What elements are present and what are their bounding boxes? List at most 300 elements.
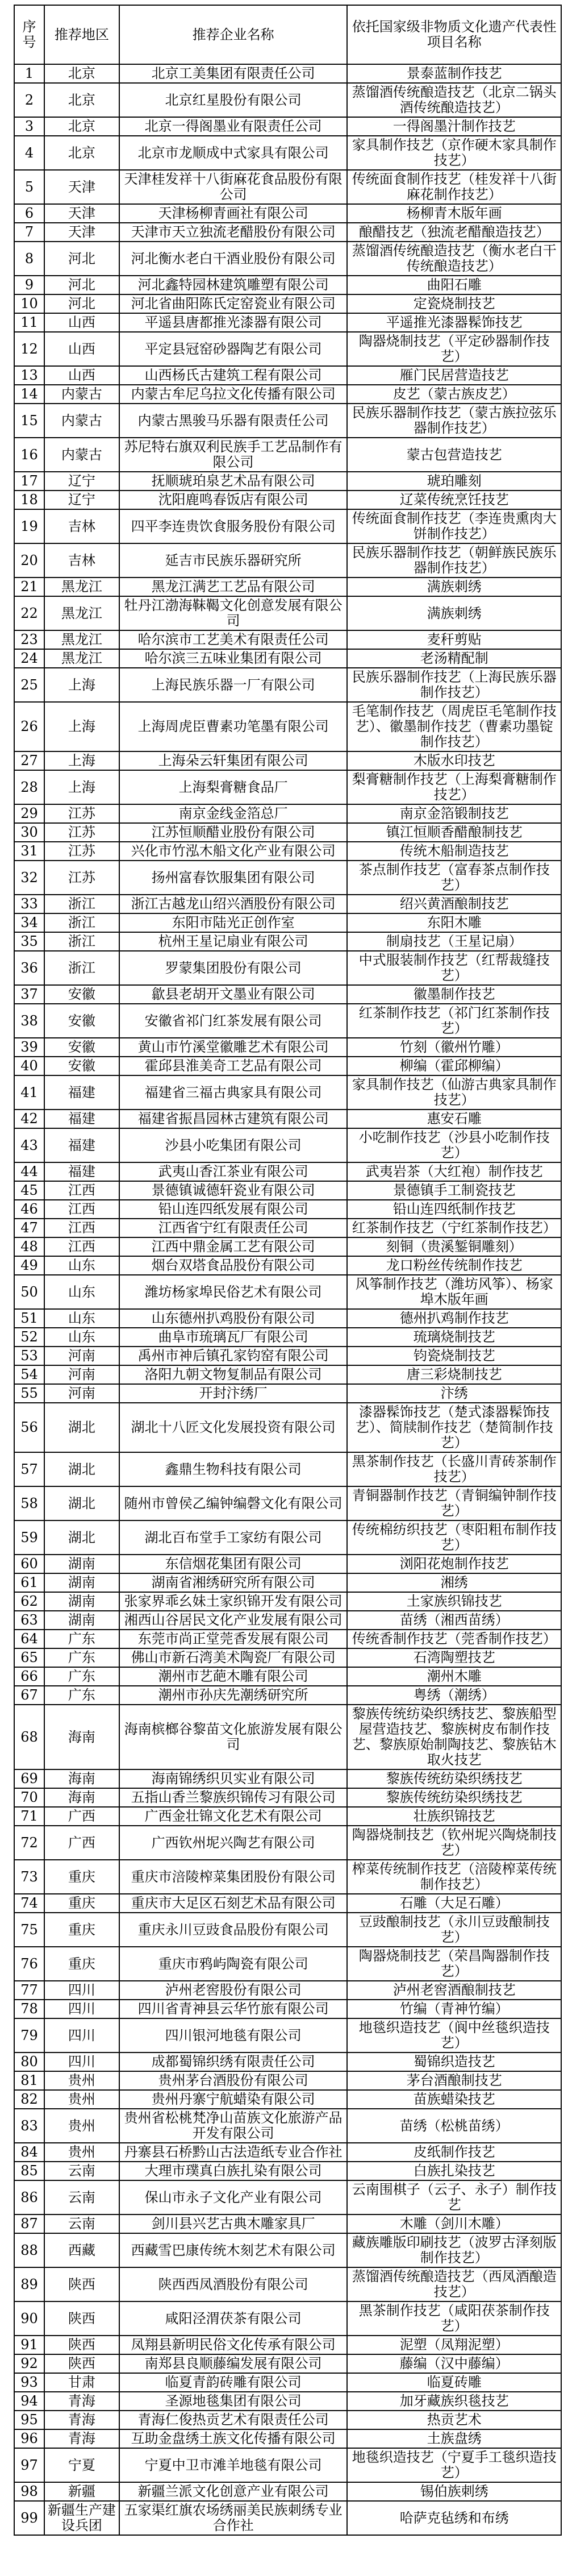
cell-region: 天津 [44,170,119,204]
cell-company: 内蒙古黑骏马乐器有限责任公司 [119,404,348,438]
cell-project: 陶器烧制技艺（平定砂器制作技艺） [347,332,561,366]
cell-region: 黑龙江 [44,649,119,668]
cell-region: 辽宁 [44,472,119,491]
cell-project: 家具制作技艺（仙游古典家具制作技艺） [347,1075,561,1110]
cell-no: 12 [14,332,44,366]
cell-no: 96 [14,2429,44,2448]
cell-company: 内蒙古牟尼乌拉文化传播有限公司 [119,385,348,404]
cell-project: 惠安石雕 [347,1110,561,1128]
table-row [14,2090,561,2109]
cell-company: 景德镇诚德轩瓷业有限公司 [119,1181,348,1200]
cell-no: 24 [14,649,44,668]
cell-no: 85 [14,2162,44,2180]
cell-project: 民族乐器制作技艺（蒙古族拉弦乐器制作技艺） [347,404,561,438]
cell-project: 龙口粉丝传统制作技艺 [347,1256,561,1275]
table-row [14,2482,561,2501]
cell-no: 47 [14,1219,44,1237]
cell-project: 临夏砖雕 [347,2373,561,2392]
cell-company: 江西中鼎金属工艺有限公司 [119,1237,348,1256]
cell-company: 随州市曾侯乙编钟编磬文化有限公司 [119,1486,348,1520]
table-row [14,804,561,823]
cell-no: 68 [14,1705,44,1769]
table-row [14,913,561,932]
cell-region: 云南 [44,2162,119,2180]
cell-no: 35 [14,932,44,951]
cell-no: 54 [14,1365,44,1384]
cell-no: 48 [14,1237,44,1256]
table-row [14,2053,561,2071]
cell-project: 制扇技艺（王星记扇） [347,932,561,951]
cell-region: 甘肃 [44,2373,119,2392]
cell-project: 红茶制作技艺（祁门红茶制作技艺） [347,1004,561,1038]
cell-region: 陕西 [44,2336,119,2354]
cell-company: 青海仁俊热贡艺术有限责任公司 [119,2411,348,2429]
cell-project: 黎族传统纺染织绣技艺、黎族船型屋营造技艺、黎族树皮布制作技艺、黎族原始制陶技艺、黎族钻木取火技艺 [347,1705,561,1769]
cell-project: 铅山连四纸制作技艺 [347,1200,561,1219]
cell-project: 土家族织锦技艺 [347,1592,561,1611]
cell-no: 52 [14,1328,44,1347]
table-row [14,1807,561,1826]
table-row [14,751,561,770]
cell-no: 73 [14,1860,44,1894]
table-row [14,2071,561,2090]
cell-region: 上海 [44,702,119,751]
cell-company: 江苏恒顺醋业股份有限公司 [119,823,348,842]
cell-project: 镇江恒顺香醋酿制技艺 [347,823,561,842]
cell-company: 四川银河地毯有限公司 [119,2018,348,2053]
cell-region: 山西 [44,313,119,332]
cell-no: 59 [14,1520,44,1555]
cell-region: 湖北 [44,1486,119,1520]
cell-company: 扬州富春饮服集团有限公司 [119,861,348,895]
cell-project: 黑茶制作技艺（咸阳茯茶制作技艺） [347,2301,561,2336]
cell-project: 皮纸制作技艺 [347,2143,561,2162]
cell-region: 广东 [44,1648,119,1667]
cell-project: 浏阳花炮制作技艺 [347,1555,561,1573]
cell-region: 山东 [44,1256,119,1275]
cell-project: 钧瓷烧制技艺 [347,1347,561,1365]
table-row [14,2018,561,2053]
cell-region: 福建 [44,1128,119,1162]
table-row [14,1486,561,1520]
cell-project: 锡伯族刺绣 [347,2482,561,2501]
cell-project: 蒙古包营造技艺 [347,438,561,472]
cell-no: 43 [14,1128,44,1162]
table-row [14,668,561,702]
cell-no: 97 [14,2448,44,2482]
table-row [14,1347,561,1365]
cell-company: 丹寨县石桥黔山古法造纸专业合作社 [119,2143,348,2162]
cell-no: 80 [14,2053,44,2071]
cell-project: 湘绣 [347,1573,561,1592]
cell-region: 河南 [44,1347,119,1365]
table-row [14,895,561,913]
table-row [14,509,561,543]
cell-no: 90 [14,2301,44,2336]
cell-no: 13 [14,366,44,385]
cell-region: 贵州 [44,2109,119,2143]
cell-region: 安徽 [44,985,119,1004]
cell-project: 辽菜传统烹饪技艺 [347,491,561,509]
cell-company: 贵州丹寨宁航蜡染有限公司 [119,2090,348,2109]
cell-no: 53 [14,1347,44,1365]
cell-no: 58 [14,1486,44,1520]
cell-region: 北京 [44,64,119,83]
table-row [14,1162,561,1181]
cell-no: 61 [14,1573,44,1592]
cell-no: 98 [14,2482,44,2501]
cell-no: 39 [14,1038,44,1057]
cell-no: 71 [14,1807,44,1826]
cell-no: 10 [14,294,44,313]
cell-region: 江苏 [44,823,119,842]
cell-no: 49 [14,1256,44,1275]
cell-company: 五指山香兰黎族织锦传习有限公司 [119,1788,348,1807]
cell-company: 临夏青韵砖雕有限公司 [119,2373,348,2392]
table-row [14,1705,561,1769]
cell-project: 藤编（汉中藤编） [347,2354,561,2373]
table-row [14,1769,561,1788]
cell-company: 霍邱县淮美奇工艺品有限公司 [119,1057,348,1075]
cell-project: 景泰蓝制作技艺 [347,64,561,83]
cell-project: 陶器烧制技艺（荣昌陶器制作技艺） [347,1947,561,1981]
cell-company: 哈尔滨三五味业集团有限公司 [119,649,348,668]
cell-company: 海南槟榔谷黎苗文化旅游发展有限公司 [119,1705,348,1769]
cell-region: 湖南 [44,1611,119,1630]
heritage-enterprise-table [14,5,562,2536]
cell-region: 新疆 [44,2482,119,2501]
table-row [14,1611,561,1630]
table-row [14,1648,561,1667]
table-row [14,630,561,649]
cell-region: 福建 [44,1162,119,1181]
table-row [14,2267,561,2301]
cell-project: 平遥推光漆器髹饰技艺 [347,313,561,332]
cell-region: 北京 [44,136,119,170]
table-row [14,223,561,242]
cell-project: 毛笔制作技艺（周虎臣毛笔制作技艺）、徽墨制作技艺（曹素功墨锭制作技艺） [347,702,561,751]
cell-no: 6 [14,204,44,223]
table-row [14,2501,561,2535]
table-row [14,276,561,294]
table-row [14,985,561,1004]
cell-no: 14 [14,385,44,404]
cell-project: 传统面食制作技艺（李连贵熏肉大饼制作技艺） [347,509,561,543]
cell-company: 重庆市大足区石刻艺术品有限公司 [119,1894,348,1913]
cell-region: 河南 [44,1365,119,1384]
cell-project: 南京金箔锻制技艺 [347,804,561,823]
cell-no: 37 [14,985,44,1004]
table-row [14,1219,561,1237]
cell-project: 黎族传统纺染织绣技艺 [347,1788,561,1807]
cell-no: 33 [14,895,44,913]
cell-region: 湖南 [44,1555,119,1573]
cell-no: 18 [14,491,44,509]
cell-region: 陕西 [44,2267,119,2301]
cell-no: 32 [14,861,44,895]
cell-company: 上海民族乐器一厂有限公司 [119,668,348,702]
cell-region: 福建 [44,1110,119,1128]
cell-company: 抚顺琥珀泉艺术品有限公司 [119,472,348,491]
table-row [14,1328,561,1347]
cell-company: 佛山市新石湾美术陶瓷厂有限公司 [119,1648,348,1667]
cell-project: 蒸馏酒传统酿造技艺（西凤酒酿造技艺） [347,2267,561,2301]
cell-company: 凤翔县新明民俗文化传承有限公司 [119,2336,348,2354]
cell-region: 江西 [44,1200,119,1219]
cell-region: 山东 [44,1275,119,1309]
cell-no: 5 [14,170,44,204]
cell-region: 河南 [44,1384,119,1403]
cell-company: 咸阳泾渭茯茶有限公司 [119,2301,348,2336]
cell-no: 57 [14,1452,44,1486]
table-row [14,2180,561,2214]
cell-company: 宁夏中卫市滩羊地毯有限公司 [119,2448,348,2482]
cell-company: 罗蒙集团股份有限公司 [119,951,348,985]
cell-project: 酿醋技艺（独流老醋酿造技艺） [347,223,561,242]
table-row [14,1038,561,1057]
cell-company: 海南锦绣织贝实业有限公司 [119,1769,348,1788]
cell-company: 烟台双塔食品股份有限公司 [119,1256,348,1275]
cell-region: 河北 [44,242,119,276]
cell-project: 苗绣（松桃苗绣） [347,2109,561,2143]
cell-project: 民族乐器制作技艺（上海民族乐器制作技艺） [347,668,561,702]
table-row [14,1275,561,1309]
cell-region: 云南 [44,2180,119,2214]
cell-project: 琥珀雕刻 [347,472,561,491]
table-row [14,2143,561,2162]
cell-no: 66 [14,1667,44,1686]
cell-company: 四川省青神县云华竹旅有限公司 [119,2000,348,2018]
cell-no: 45 [14,1181,44,1200]
cell-region: 贵州 [44,2090,119,2109]
cell-company: 湖北十八匠文化发展投资有限公司 [119,1403,348,1452]
cell-region: 广东 [44,1686,119,1705]
cell-region: 江西 [44,1181,119,1200]
cell-project: 唐三彩烧制技艺 [347,1365,561,1384]
table-row [14,1826,561,1860]
cell-company: 平遥县唐都推光漆器有限公司 [119,313,348,332]
cell-project: 传统木船制造技艺 [347,842,561,861]
cell-company: 北京市龙顺成中式家具有限公司 [119,136,348,170]
cell-company: 重庆市涪陵榨菜集团股份有限公司 [119,1860,348,1894]
cell-company: 四平李连贵饮食服务股份有限公司 [119,509,348,543]
header-row [14,5,561,64]
table-row [14,770,561,804]
cell-company: 河北鑫特园林建筑雕塑有限公司 [119,276,348,294]
cell-project: 满族刺绣 [347,577,561,596]
table-row [14,2354,561,2373]
cell-region: 江西 [44,1237,119,1256]
table-row [14,332,561,366]
cell-company: 牡丹江渤海靺鞨文化创意发展有限公司 [119,596,348,630]
cell-company: 保山市永子文化产业有限公司 [119,2180,348,2214]
cell-project: 刻铜（贵溪錾铜雕刻） [347,1237,561,1256]
table-row [14,1520,561,1555]
table-row [14,1894,561,1913]
cell-project: 传统面食制作技艺（桂发祥十八街麻花制作技艺） [347,170,561,204]
cell-region: 安徽 [44,1004,119,1038]
header-project: 依托国家级非物质文化遗产代表性项目名称 [347,5,561,64]
cell-project: 琉璃烧制技艺 [347,1328,561,1347]
cell-no: 55 [14,1384,44,1403]
cell-company: 北京一得阁墨业有限责任公司 [119,117,348,136]
cell-project: 麦秆剪贴 [347,630,561,649]
cell-project: 蜀锦织造技艺 [347,2053,561,2071]
cell-project: 徽墨制作技艺 [347,985,561,1004]
cell-project: 传统香制作技艺（莞香制作技艺） [347,1630,561,1648]
cell-company: 西藏雪巴康传统木刻艺术有限公司 [119,2233,348,2267]
cell-project: 传统棉纺织技艺（枣阳粗布制作技艺） [347,1520,561,1555]
cell-region: 云南 [44,2214,119,2233]
cell-project: 曲阳石雕 [347,276,561,294]
table-row [14,1181,561,1200]
cell-company: 开封汴绣厂 [119,1384,348,1403]
cell-project: 民族乐器制作技艺（朝鲜族民族乐器制作技艺） [347,543,561,577]
cell-region: 湖南 [44,1592,119,1611]
cell-project: 一得阁墨汁制作技艺 [347,117,561,136]
cell-company: 张家界乖幺妹土家织锦开发有限公司 [119,1592,348,1611]
cell-region: 河北 [44,276,119,294]
cell-project: 泥塑（凤翔泥塑） [347,2336,561,2354]
cell-company: 江西省宁红有限责任公司 [119,1219,348,1237]
table-row [14,1452,561,1486]
cell-company: 五家渠红旗农场绣丽美民族刺绣专业合作社 [119,2501,348,2535]
cell-no: 2 [14,83,44,117]
cell-no: 9 [14,276,44,294]
cell-company: 陕西西凤酒股份有限公司 [119,2267,348,2301]
cell-region: 福建 [44,1075,119,1110]
cell-region: 湖北 [44,1520,119,1555]
cell-project: 皮艺（蒙古族皮艺） [347,385,561,404]
cell-no: 95 [14,2411,44,2429]
cell-no: 56 [14,1403,44,1452]
cell-project: 家具制作技艺（京作硬木家具制作技艺） [347,136,561,170]
cell-company: 歙县老胡开文墨业有限公司 [119,985,348,1004]
cell-company: 北京工美集团有限责任公司 [119,64,348,83]
cell-region: 青海 [44,2392,119,2411]
table-row [14,1403,561,1452]
cell-company: 东信烟花集团有限公司 [119,1555,348,1573]
cell-no: 64 [14,1630,44,1648]
cell-no: 28 [14,770,44,804]
cell-company: 成都蜀锦织绣有限责任公司 [119,2053,348,2071]
cell-project: 红茶制作技艺（宁红茶制作技艺） [347,1219,561,1237]
table-row [14,1200,561,1219]
table-row [14,1860,561,1894]
cell-no: 16 [14,438,44,472]
cell-no: 26 [14,702,44,751]
cell-no: 11 [14,313,44,332]
cell-no: 93 [14,2373,44,2392]
cell-project: 石雕（大足石雕） [347,1894,561,1913]
table-row [14,577,561,596]
table-row [14,2000,561,2018]
cell-region: 浙江 [44,951,119,985]
cell-project: 汴绣 [347,1384,561,1403]
table-row [14,823,561,842]
table-row [14,1237,561,1256]
cell-region: 湖北 [44,1403,119,1452]
cell-no: 86 [14,2180,44,2214]
cell-company: 山东德州扒鸡股份有限公司 [119,1309,348,1328]
table-row [14,1075,561,1110]
cell-no: 78 [14,2000,44,2018]
cell-region: 重庆 [44,1860,119,1894]
cell-project: 哈萨克毡绣和布绣 [347,2501,561,2535]
cell-no: 62 [14,1592,44,1611]
cell-no: 15 [14,404,44,438]
cell-project: 竹刻（徽州竹雕） [347,1038,561,1057]
cell-company: 互助金盘绣土族文化传播有限公司 [119,2429,348,2448]
cell-company: 天津杨柳青画社有限公司 [119,204,348,223]
cell-project: 石湾陶塑技艺 [347,1648,561,1667]
cell-region: 贵州 [44,2071,119,2090]
cell-region: 广西 [44,1826,119,1860]
cell-project: 东阳木雕 [347,913,561,932]
cell-no: 3 [14,117,44,136]
cell-region: 广东 [44,1630,119,1648]
table-row [14,404,561,438]
cell-no: 79 [14,2018,44,2053]
cell-company: 浙江古越龙山绍兴酒股份有限公司 [119,895,348,913]
cell-region: 广东 [44,1667,119,1686]
cell-region: 江西 [44,1219,119,1237]
cell-company: 潮州市孙庆先潮绣研究所 [119,1686,348,1705]
cell-region: 重庆 [44,1947,119,1981]
cell-project: 武夷岩茶（大红袍）制作技艺 [347,1162,561,1181]
cell-company: 东阳市陆光正创作室 [119,913,348,932]
cell-region: 海南 [44,1769,119,1788]
table-row [14,702,561,751]
cell-no: 69 [14,1769,44,1788]
cell-region: 浙江 [44,932,119,951]
cell-company: 洛阳九朝文物复制品有限公司 [119,1365,348,1384]
cell-no: 7 [14,223,44,242]
cell-project: 粤绣（潮绣） [347,1686,561,1705]
cell-region: 黑龙江 [44,596,119,630]
cell-company: 北京红星股份有限公司 [119,83,348,117]
cell-company: 泸州老窖股份有限公司 [119,1981,348,2000]
cell-no: 81 [14,2071,44,2090]
cell-region: 四川 [44,2018,119,2053]
table-row [14,117,561,136]
cell-no: 51 [14,1309,44,1328]
cell-project: 小吃制作技艺（沙县小吃制作技艺） [347,1128,561,1162]
cell-company: 湖北百布堂手工家纺有限公司 [119,1520,348,1555]
cell-company: 武夷山香江茶业有限公司 [119,1162,348,1181]
cell-region: 海南 [44,1705,119,1769]
table-row [14,204,561,223]
table-row [14,1686,561,1705]
cell-project: 茅台酒酿制技艺 [347,2071,561,2090]
cell-region: 北京 [44,117,119,136]
cell-project: 云南围棋子（云子、永子）制作技艺 [347,2180,561,2214]
cell-region: 辽宁 [44,491,119,509]
cell-no: 91 [14,2336,44,2354]
cell-project: 苗绣（湘西苗绣） [347,1611,561,1630]
table-row [14,2373,561,2392]
table-row [14,649,561,668]
cell-project: 满族刺绣 [347,596,561,630]
cell-company: 东莞市尚正堂莞香发展有限公司 [119,1630,348,1648]
table-row [14,1667,561,1686]
cell-region: 湖南 [44,1573,119,1592]
cell-company: 禹州市神后镇孔家钧窑有限公司 [119,1347,348,1365]
cell-region: 贵州 [44,2143,119,2162]
cell-region: 江苏 [44,842,119,861]
cell-no: 76 [14,1947,44,1981]
table-row [14,1365,561,1384]
